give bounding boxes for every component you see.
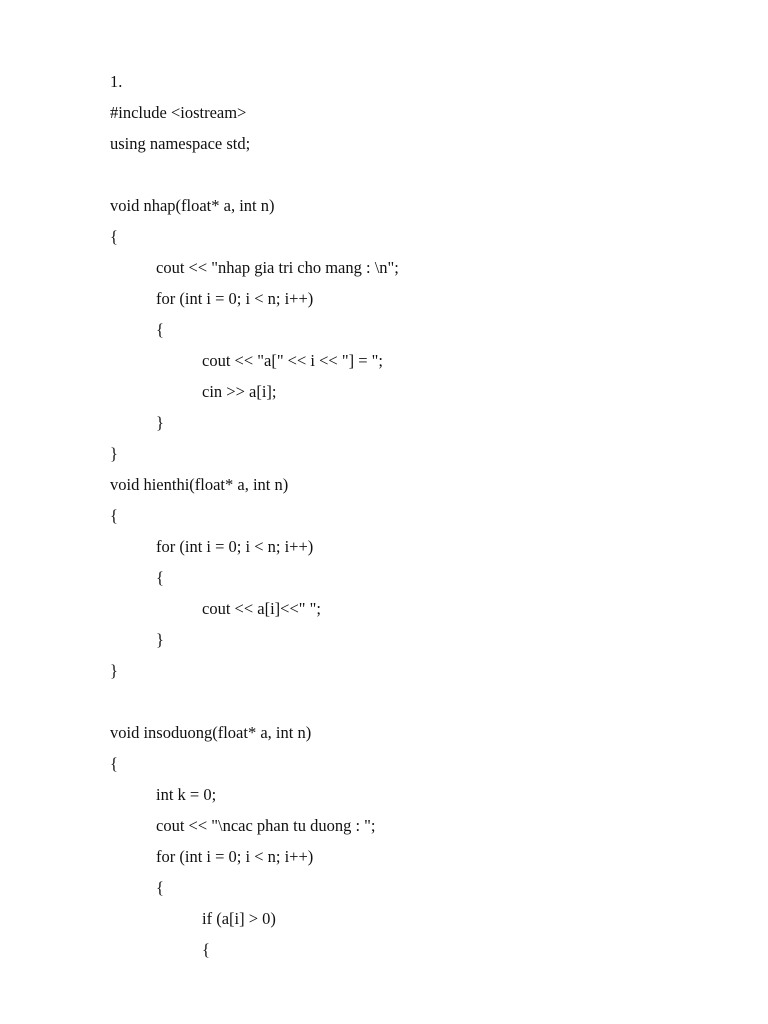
- code-line: for (int i = 0; i < n; i++): [156, 289, 314, 308]
- code-line: }: [110, 444, 118, 463]
- code-line: int k = 0;: [156, 785, 217, 804]
- code-line: cout << "a[" << i << "] = ";: [202, 351, 383, 370]
- code-listing: [110, 66, 399, 965]
- code-line: cin >> a[i];: [202, 382, 277, 401]
- blank-line: [110, 159, 399, 190]
- code-line: using namespace std;: [110, 134, 251, 153]
- code-line: void nhap(float* a, int n): [110, 196, 275, 215]
- code-line: {: [156, 568, 164, 587]
- code-line: #include <iostream>: [110, 103, 247, 122]
- code-line: 1.: [110, 72, 123, 91]
- code-line: cout << "nhap gia tri cho mang : \n";: [156, 258, 399, 277]
- code-line: {: [202, 940, 210, 959]
- code-line: {: [110, 754, 118, 773]
- code-line: {: [156, 878, 164, 897]
- code-line: }: [110, 661, 118, 680]
- code-line: void insoduong(float* a, int n): [110, 723, 312, 742]
- code-line: {: [110, 227, 118, 246]
- code-line: {: [110, 506, 118, 525]
- code-line: void hienthi(float* a, int n): [110, 475, 289, 494]
- code-line: for (int i = 0; i < n; i++): [156, 537, 314, 556]
- code-line: cout << a[i]<<" ";: [202, 599, 321, 618]
- code-line: }: [156, 413, 164, 432]
- code-line: {: [156, 320, 164, 339]
- code-line: for (int i = 0; i < n; i++): [156, 847, 314, 866]
- code-line: }: [156, 630, 164, 649]
- code-line: cout << "\ncac phan tu duong : ";: [156, 816, 376, 835]
- code-line: if (a[i] > 0): [202, 909, 276, 928]
- blank-line: [110, 686, 399, 717]
